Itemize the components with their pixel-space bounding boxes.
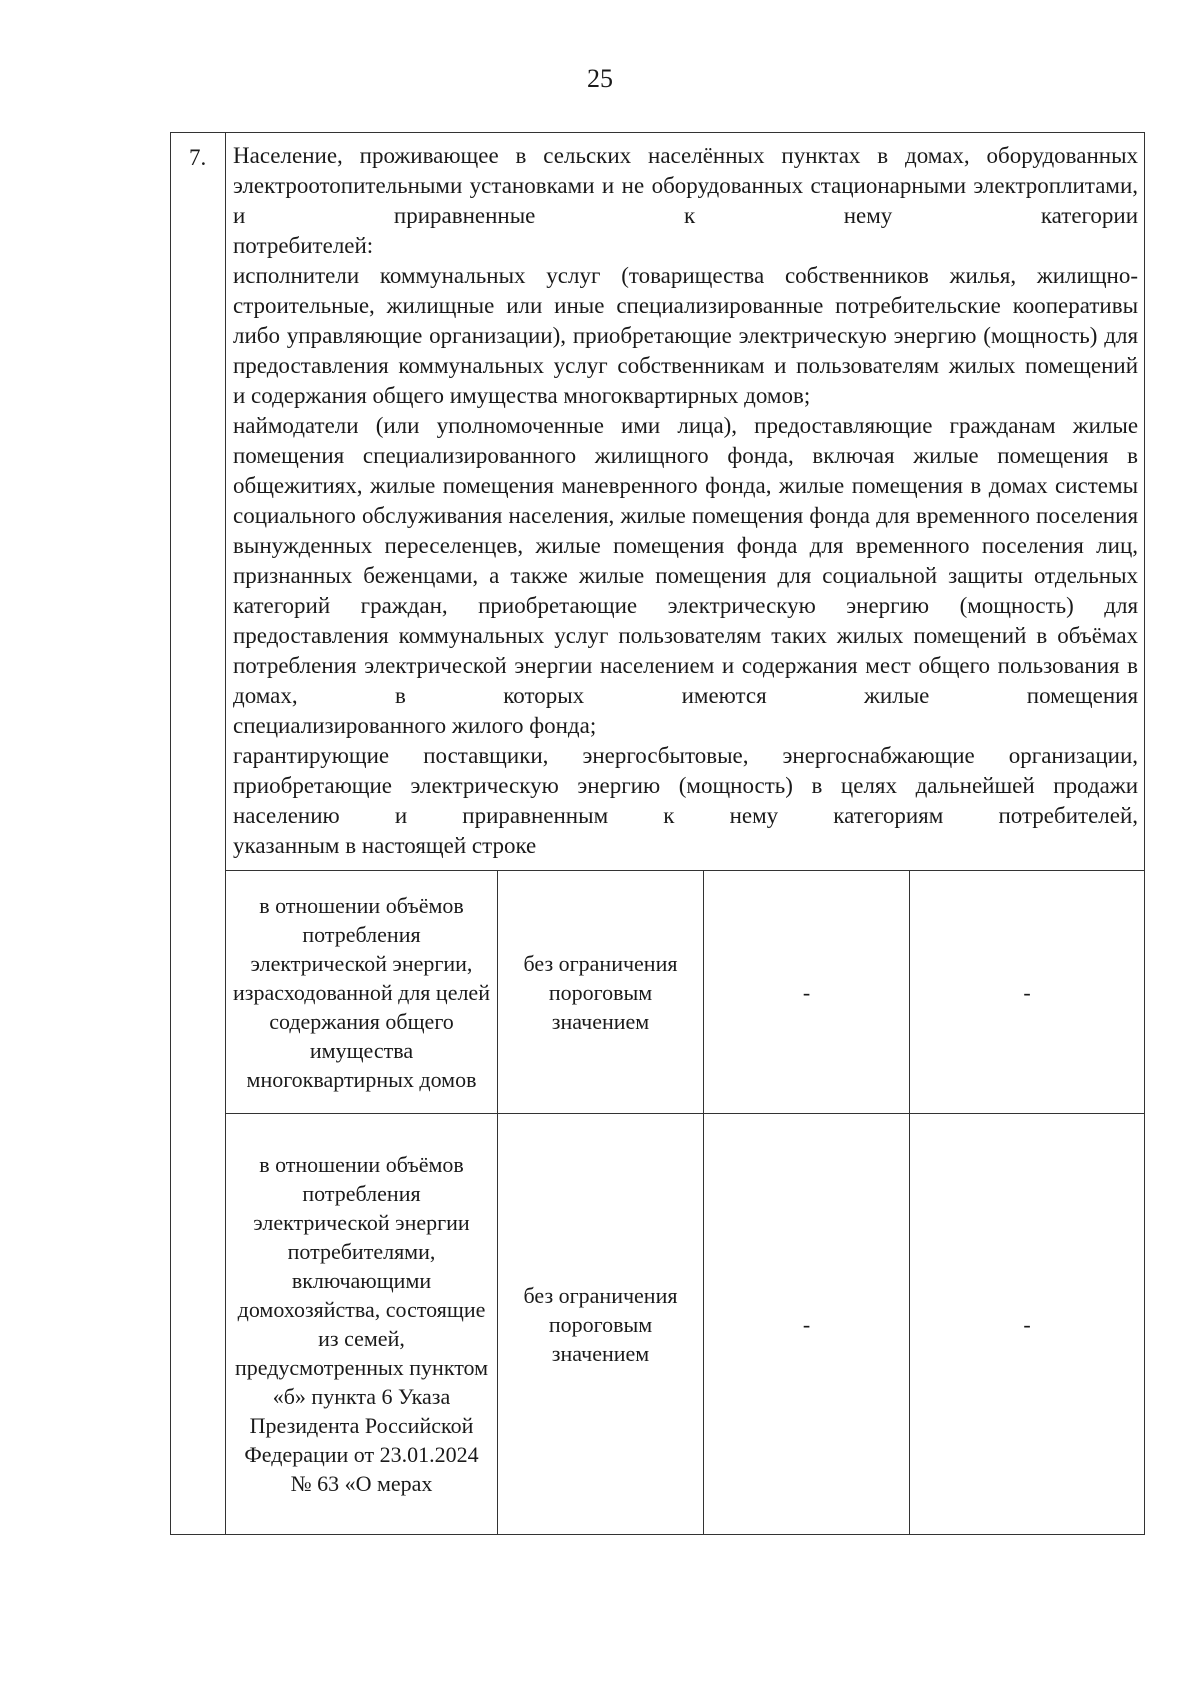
page-number: 25: [587, 64, 613, 93]
subrow-value-col3: -: [704, 1114, 910, 1535]
table-row: [171, 1114, 1145, 1535]
paragraph-landlords-2: специализированного жилого фонда;: [233, 713, 597, 738]
subrow-description: в отношении объёмов потребления электрической энергии, израсходованной для целей содержания общего имущества многоквартирных домов: [226, 871, 498, 1114]
paragraph-population-1: Население, проживающее в сельских населённых пунктах в домах, оборудованных электроотопительными установками и не оборудованных стационарными электроплитами, и приравненные к нему категории: [233, 143, 1139, 228]
row-description: [226, 133, 1145, 871]
subrow-value-col4: -: [910, 1114, 1145, 1535]
tariff-table: [170, 132, 1145, 1535]
subrow-description: в отношении объёмов потребления электрической энергии потребителями, включающими домохозяйства, состоящие из семей, предусмотренных пунктом «б» пункта 6 Указа Президента Российской Федерации от 23.01.2024 № 63 «О мерах: [226, 1114, 498, 1535]
subrow-limit: без ограничения пороговым значением: [498, 1114, 704, 1535]
paragraph-suppliers-1: гарантирующие поставщики, энергосбытовые, энергоснабжающие организации, приобретающие электрическую энергию (мощность) в целях дальнейшей продажи населению и приравненным к нему категориям потребителей,: [233, 743, 1139, 828]
subrow-value-col4: -: [910, 871, 1145, 1114]
paragraph-utility-providers-2: и содержания общего имущества многоквартирных домов;: [233, 383, 811, 408]
row-number: 7.: [171, 133, 226, 1535]
subrow-limit: без ограничения пороговым значением: [498, 871, 704, 1114]
paragraph-landlords-1: наймодатели (или уполномоченные ими лица), предоставляющие гражданам жилые помещения специализированного жилищного фонда, включая жилые помещения в общежитиях, жилые помещения маневренного фонда, жилые помещения в домах системы социального обслуживания населения, жилые помещения фонда для временного поселения вынужденных переселенцев, жилые помещения фонда для временного поселения лиц, признанных беженцами, а также жилые помещения для социальной защиты отдельных категорий граждан, приобретающие электрическую энергию (мощность) для предоставления коммунальных услуг пользователям таких жилых помещений в объёмах потребления электрической энергии населением и содержания мест общего пользования в домах, в которых имеются жилые помещения: [233, 413, 1139, 708]
table-row: [171, 871, 1145, 1114]
paragraph-suppliers-2: указанным в настоящей строке: [233, 833, 537, 858]
table-row-7: [171, 133, 1145, 871]
paragraph-population-2: потребителей:: [233, 233, 374, 258]
subrow-value-col3: -: [704, 871, 910, 1114]
paragraph-utility-providers-1: исполнители коммунальных услуг (товарищества собственников жилья, жилищно-строительные, жилищные или иные специализированные потребительские кооперативы либо управляющие организации), приобретающие электрическую энергию (мощность) для предоставления коммунальных услуг собственникам и пользователям жилых помещений: [233, 263, 1139, 378]
